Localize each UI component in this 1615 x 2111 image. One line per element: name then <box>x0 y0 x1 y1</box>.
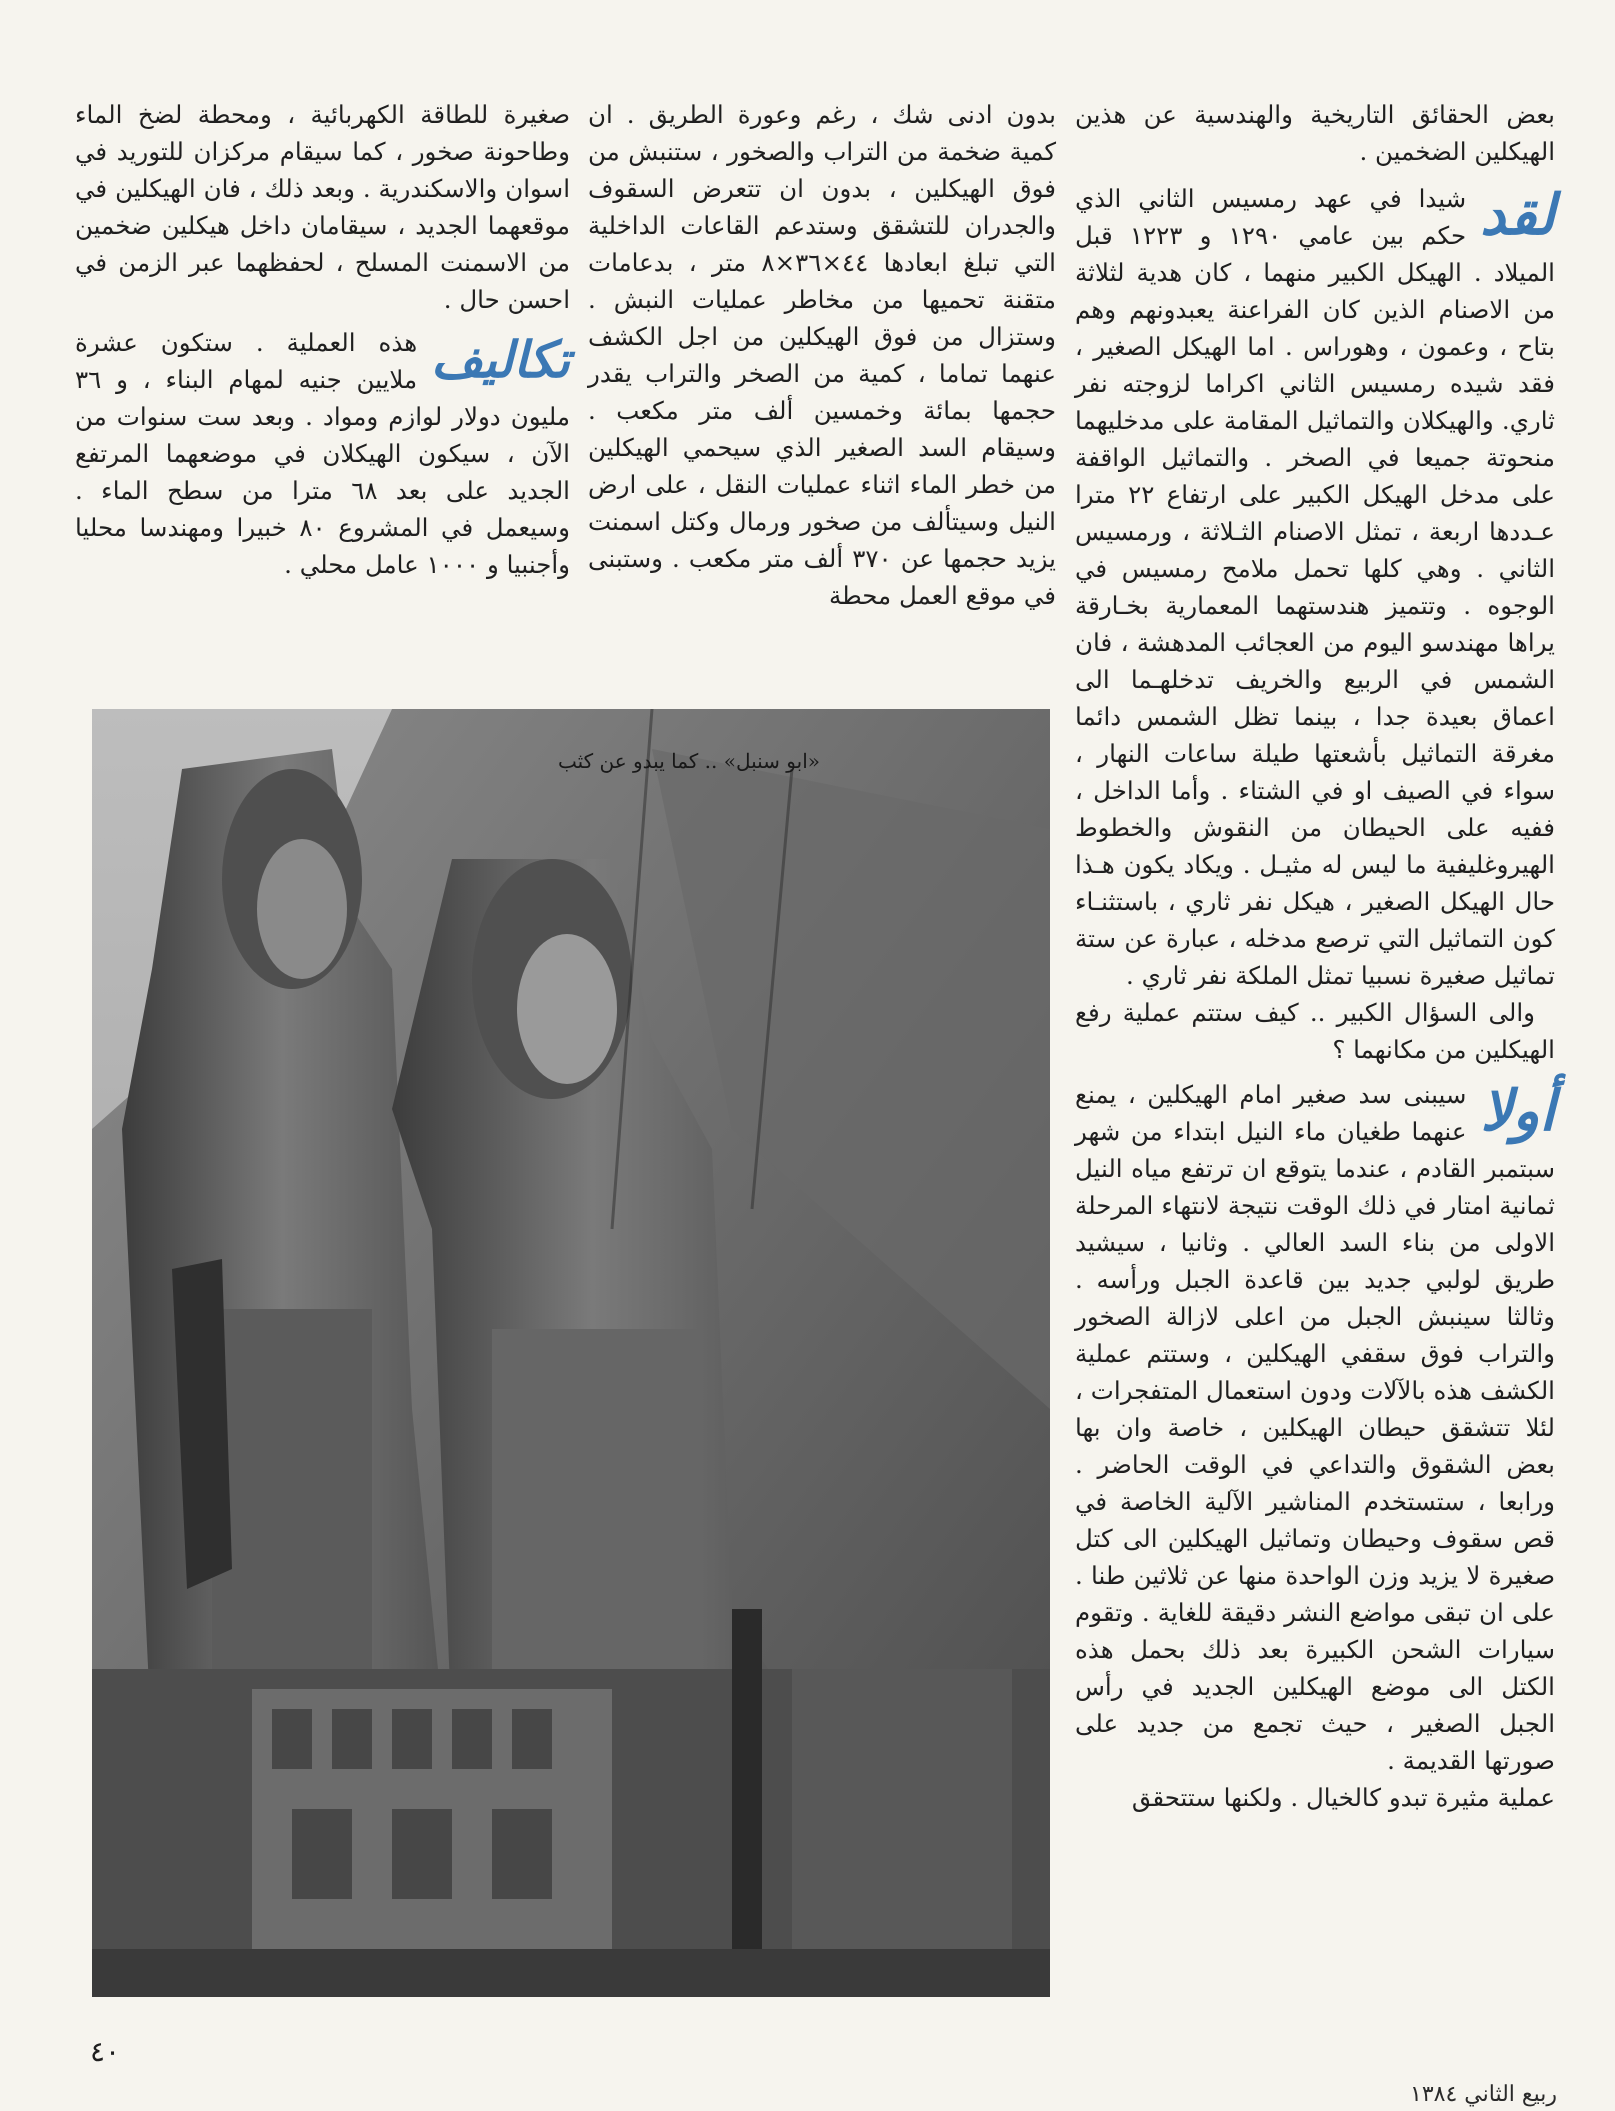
paragraph-steps: سيبنى سد صغير امام الهيكلين ، يمنع عنهما طغيان ماء النيل ابتداء من شهر سبتمبر القادم ، عندما يتوقع ان ترتفع مياه النيل ثمانية امتار في ذلك الوقت نتيجة لانتهاء المرحلة الاولى من بناء السد العالي . وثانيا ، سيشيد طريق لولبي جديد بين قاعدة الجبل ورأسه . وثالثا سينبش الجبل من اعلى لازالة الصخور والتراب فوق سقفي الهيكلين ، وستتم عملية الكشف هذه بالآلات ودون استعمال المتفجرات ، لئلا تتشقق حيطان الهيكلين ، خاصة وان بها بعض الشقوق والتداعي في الوقت الحاضر . ورابعا ، ستستخدم المناشير الآلية الخاصة في قص سقوف وحيطان وتماثيل الهيكلين الى كتل صغيرة لا يزيد وزن الواحدة منها عن ثلاثين طنا . على ان تبقى مواضع النشر دقيقة للغاية . وتقوم سيارات الشحن الكبيرة بعد ذلك بحمل هذه الكتل الى موضع الهيكلين الجديد في رأس الجبل الصغير ، حيث تجمع من جديد على صورتها القديمة . <box>1075 1080 1555 1775</box>
article-column-right <box>1075 96 1555 1816</box>
page-number: ٤٠ <box>90 2035 121 2068</box>
paragraph-left-1: صغيرة للطاقة الكهربائية ، ومحطة لضخ الماء وطاحونة صخور ، كما سيقام مركزان للتوريد في اسوان والاسكندرية . وبعد ذلك ، فان الهيكلين في موقعهما الجديد ، سيقامان داخل هيكلين ضخمين من الاسمنت المسلح ، لحفظهما عبر الزمن في احسن حال . <box>75 100 570 314</box>
paragraph-middle: بدون ادنى شك ، رغم وعورة الطريق . ان كمية ضخمة من التراب والصخور ، ستنبش من فوق الهيكلين ، بدون ان تتعرض السقوف والجدران للتشقق وستدعم القاعات الداخلية التي تبلغ ابعادها ٤٤×٣٦×٨ متر ، بدعامات متقنة تحميها من مخاطر عمليات النبش . وستزال من فوق الهيكلين من اجل الكشف عنهما تماما ، كمية من الصخر والتراب يقدر حجمها بمائة وخمسين ألف متر مكعب . وسيقام السد الصغير الذي سيحمي الهيكلين من خطر الماء اثناء عمليات النقل ، على ارض النيل وسيتألف من صخور ورمال وكتل اسمنت يزيد حجمها عن ٣٧٠ ألف متر مكعب . وستبنى في موقع العمل محطة <box>588 100 1057 610</box>
article-column-middle <box>588 96 1056 614</box>
temple-illustration <box>92 709 1050 1997</box>
drop-cap-takalif: تكاليف <box>431 331 570 389</box>
paragraph-left-2: هذه العملية . ستكون عشرة ملايين جنيه لمهام البناء ، و ٣٦ مليون دولار لوازم ومواد . وبعد ست سنوات من الآن ، سيكون الهيكلان في موضعهما المرتفع الجديد على بعد ٦٨ مترا من سطح الماء . وسيعمل في المشروع ٨٠ خبيرا ومهندسا محليا وأجنبيا و ١٠٠٠ عامل محلي . <box>75 328 570 579</box>
photo-caption: «ابو سنبل» .. كما يبدو عن كثب <box>557 749 820 773</box>
abu-simbel-photo <box>92 709 1050 1997</box>
paragraph-closing: عملية مثيرة تبدو كالخيال . ولكنها ستتحقق <box>1131 1783 1555 1812</box>
intro-text: بعض الحقائق التاريخية والهندسية عن هذين الهيكلين الضخمين . <box>1075 100 1555 166</box>
paragraph-question: والى السؤال الكبير .. كيف ستتم عملية رفع الهيكلين من مكانهما ؟ <box>1075 998 1555 1064</box>
drop-cap-laqad: لقد <box>1480 183 1555 248</box>
drop-cap-awwalan: أولا <box>1480 1079 1555 1144</box>
issue-date: ربيع الثاني ١٣٨٤ <box>1410 2082 1557 2107</box>
paragraph-history: شيدا في عهد رمسيس الثاني الذي حكم بين عامي ١٢٩٠ و ١٢٢٣ قبل الميلاد . الهيكل الكبير منهما ، كان هدية لثلاثة من الاصنام الذين كان الفراعنة يعبدونهم وهم بتاح ، وعمون ، وهوراس . اما الهيكل الصغير ، فقد شيده رمسيس الثاني اكراما لزوجته نفر ثاري. والهيكلان والتماثيل المقامة على مدخليهما منحوتة جميعا في الصخر . والتماثيل الواقفة على مدخل الهيكل الكبير على ارتفاع ٢٢ مترا عـددها اربعة ، تمثل الاصنام الثـلاثة ، ورمسيس الثاني . وهي كلها تحمل ملامح رمسيس في الوجوه . وتتميز هندستهما المعمارية بخـارقة يراها مهندسو اليوم من العجائب المدهشة ، فان الشمس في الربيع والخريف تدخلهـما الى اعماق بعيدة جدا ، بينما تظل الشمس دائما مغرقة التماثيل بأشعتها طيلة ساعات النهار ، سواء في الصيف او في الشتاء . وأما الداخل ، ففيه على الحيطان من النقوش والخطوط الهيروغليفية ما ليس له مثيـل . ويكاد يكون هـذا حال الهيكل الصغير ، هيكل نفر ثاري ، باستثنـاء كون التماثيل التي ترصع مدخله ، عبارة عن ستة تماثيل صغيرة نسبيا تمثل الملكة نفر ثاري . <box>1075 184 1555 990</box>
article-column-left <box>75 96 570 583</box>
